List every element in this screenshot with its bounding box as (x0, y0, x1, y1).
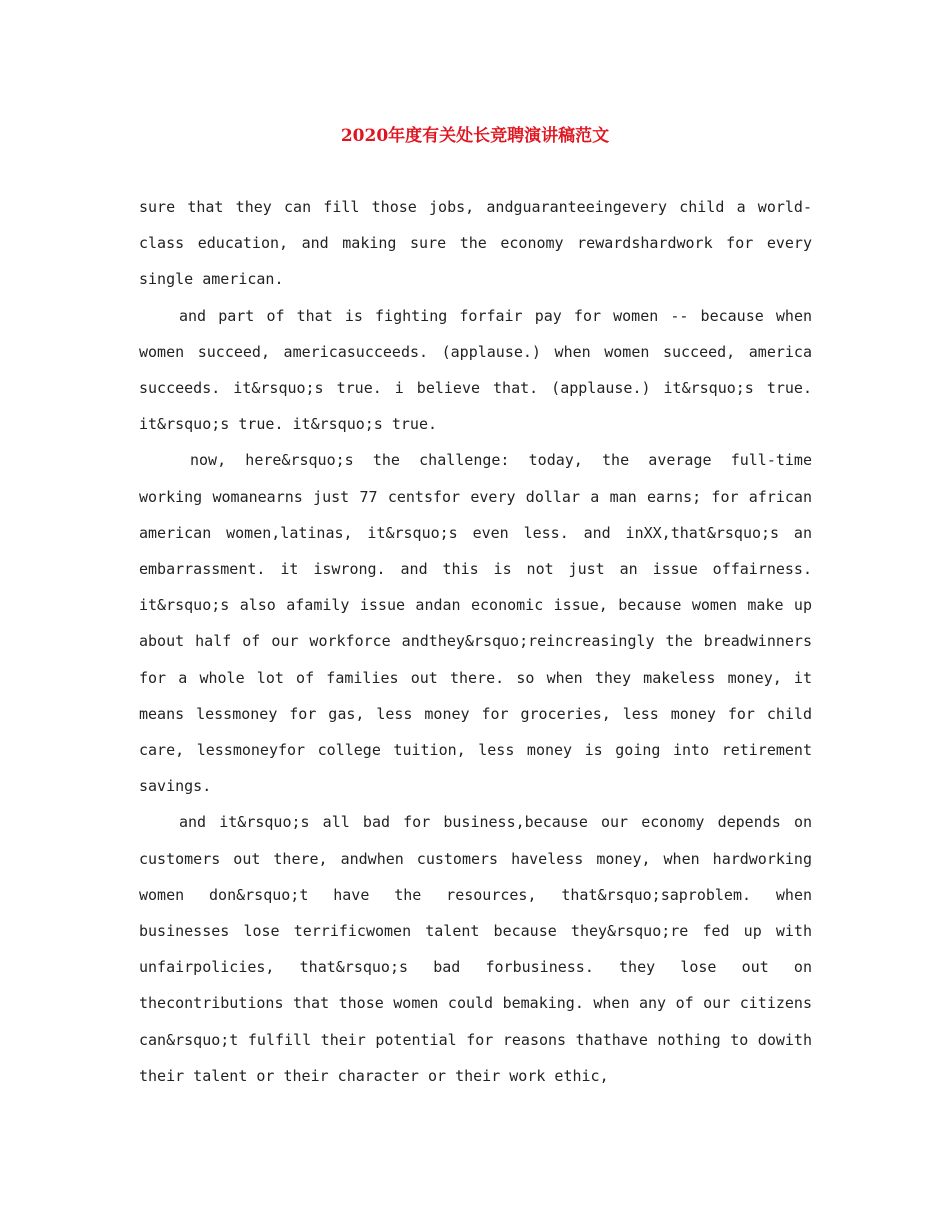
paragraph-1: sure that they can fill those jobs, andguaranteeingevery child a world-class education, and making sure the economy rewardshardwork for every single american. (139, 198, 812, 289)
document-title: 2020年度有关处长竞聘演讲稿范文 (340, 126, 610, 146)
paragraph-4: and it&rsquo;s all bad for business,because our economy depends on customers out there, andwhen customers haveless money, when hardworking women don&rsquo;t have the resources, that&rsquo;saproblem. when businesses lose terrificwomen talent because they&rsquo;re fed up with unfairpolicies, that&rsquo;s bad forbusiness. they lose out on thecontributions that those women could bemaking. when any of our citizens can&rsquo;t fulfill their potential for reasons thathave nothing to dowith their talent or their character or their work ethic, (139, 813, 812, 1085)
document-body (139, 189, 812, 1094)
paragraph-2: and part of that is fighting forfair pay for women -- because when women succeed, americasucceeds. (applause.) when women succeed, america succeeds. it&rsquo;s true. i believe that. (applause.) it&rsquo;s true. it&rsquo;s true. it&rsquo;s true. (139, 306, 812, 434)
paragraph-3: now, here&rsquo;s the challenge: today, the average full-time working womanearns just 77 centsfor every dollar a man earns; for african american women,latinas, it&rsquo;s even less. and inXX,that&rsquo;s an embarrassment. it iswrong. and this is not just an issue offairness. it&rsquo;s also afamily issue andan economic issue, because women make up about half of our workforce andthey&rsquo;reincreasingly the breadwinners for a whole lot of families out there. so when they makeless money, it means lessmoney for gas, less money for groceries, less money for child care, lessmoneyfor college tuition, less money is going into retirement savings. (139, 451, 812, 796)
